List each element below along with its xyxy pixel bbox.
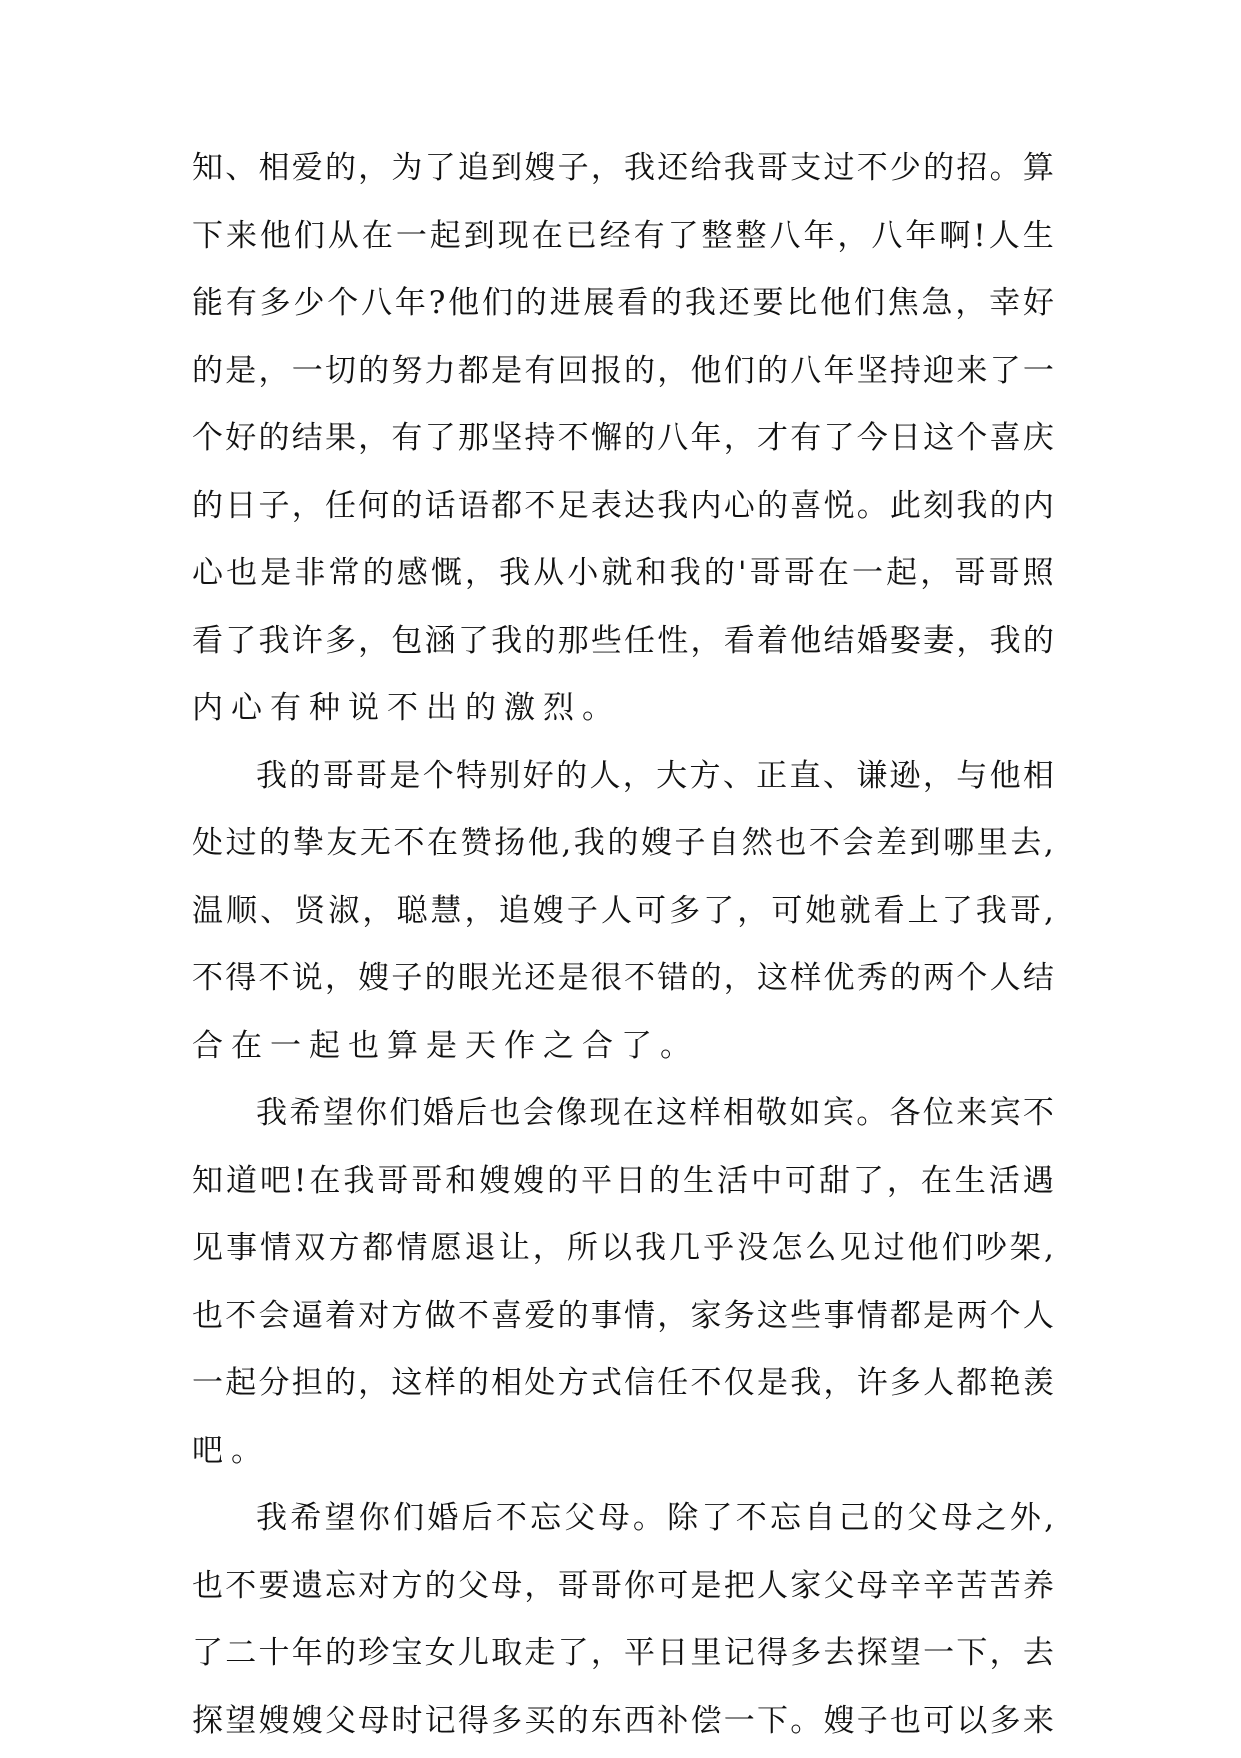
text-line: 我 希 望 你 们 婚 后 也 会 像 现 在 这 样 相 敬 如 宾 。 各 位 来 宾 不 [256, 1095, 1054, 1131]
text-line: 一 起 分 担 的 ， 这 样 的 相 处 方 式 信 任 不 仅 是 我 ， 许 多 人 都 艳 羡 [192, 1365, 1054, 1401]
text-line: 的 是 ， 一 切 的 努 力 都 是 有 回 报 的 ， 他 们 的 八 年 坚 持 迎 来 了 一 [192, 352, 1054, 389]
text-line: 能 有 多 少 个 八 年 ? 他 们 的 进 展 看 的 我 还 要 比 他 们 焦 急 ， 幸 好 [192, 285, 1054, 321]
text-line: 知 、 相 爱 的 ， 为 了 追 到 嫂 子 ， 我 还 给 我 哥 支 过 不 少 的 招 。 算 [192, 150, 1054, 186]
text-line: 也 不 会 逼 着 对 方 做 不 喜 爱 的 事 情 ， 家 务 这 些 事 情 都 是 两 个 人 [192, 1297, 1054, 1334]
text-line: 的 日 子 ， 任 何 的 话 语 都 不 足 表 达 我 内 心 的 喜 悦 。 此 刻 我 的 内 [192, 487, 1054, 524]
text-line: 探 望 嫂 嫂 父 母 时 记 得 多 买 的 东 西 补 偿 一 下 。 嫂 子 也 可 以 多 来 [192, 1702, 1054, 1739]
text-line: 处 过 的 挚 友 无 不 在 赞 扬 他 , 我 的 嫂 子 自 然 也 不 会 差 到 哪 里 去 , [192, 825, 1054, 861]
text-line: 看 了 我 许 多 ， 包 涵 了 我 的 那 些 任 性 ， 看 着 他 结 婚 娶 妻 ， 我 的 [192, 622, 1054, 659]
text-line: 个 好 的 结 果 ， 有 了 那 坚 持 不 懈 的 八 年 ， 才 有 了 今 日 这 个 喜 庆 [192, 420, 1054, 456]
text-line: 温 顺 、 贤 淑 ， 聪 慧 ， 追 嫂 子 人 可 多 了 ， 可 她 就 看 上 了 我 哥 , [192, 892, 1054, 929]
text-line: 内 心 有 种 说 不 出 的 激 烈 。 [192, 690, 613, 726]
text-line: 心 也 是 非 常 的 感 慨 ， 我 从 小 就 和 我 的 ' 哥 哥 在 一 起 ， 哥 哥 照 [192, 555, 1054, 591]
text-line: 了 二 十 年 的 珍 宝 女 儿 取 走 了 ， 平 日 里 记 得 多 去 探 望 一 下 ， 去 [192, 1635, 1054, 1671]
text-line: 吧 。 [192, 1432, 262, 1469]
text-line: 见 事 情 双 方 都 情 愿 退 让 ， 所 以 我 几 乎 没 怎 么 见 过 他 们 吵 架 , [192, 1230, 1054, 1266]
text-line: 下 来 他 们 从 在 一 起 到 现 在 已 经 有 了 整 整 八 年 ， 八 年 啊 ! 人 生 [192, 217, 1054, 254]
text-line: 我 的 哥 哥 是 个 特 别 好 的 人 ， 大 方 、 正 直 、 谦 逊 ， 与 他 相 [256, 757, 1054, 794]
text-line: 不 得 不 说 ， 嫂 子 的 眼 光 还 是 很 不 错 的 ， 这 样 优 秀 的 两 个 人 结 [192, 960, 1054, 996]
text-line: 也 不 要 遗 忘 对 方 的 父 母 ， 哥 哥 你 可 是 把 人 家 父 母 辛 辛 苦 苦 养 [192, 1567, 1054, 1604]
text-line: 知 道 吧 ! 在 我 哥 哥 和 嫂 嫂 的 平 日 的 生 活 中 可 甜 了 ， 在 生 活 遇 [192, 1162, 1054, 1199]
text-line: 我 希 望 你 们 婚 后 不 忘 父 母 。 除 了 不 忘 自 己 的 父 母 之 外 , [256, 1500, 1054, 1536]
text-line: 合 在 一 起 也 算 是 天 作 之 合 了 。 [192, 1027, 691, 1064]
